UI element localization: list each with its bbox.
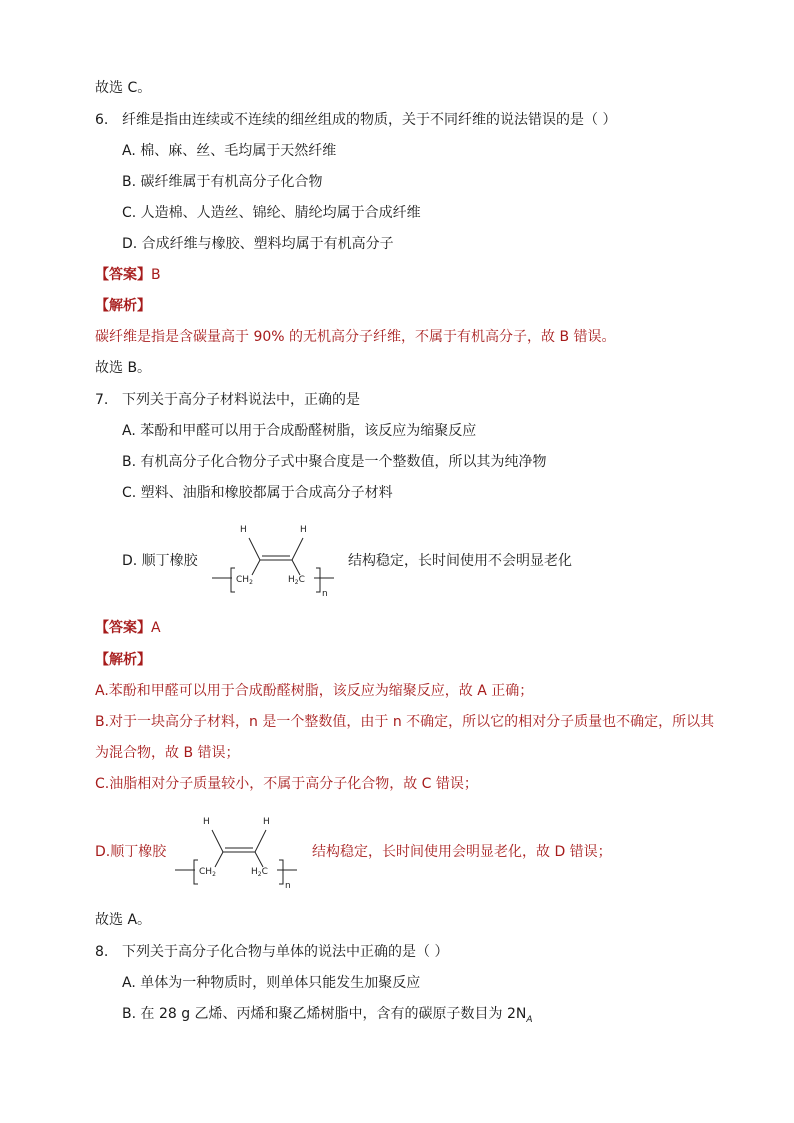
q7-number: 7. [95, 392, 109, 408]
q7-conclusion: 故选 A。 [95, 912, 152, 928]
avogadro-subscript: A [526, 1014, 533, 1025]
n-subscript: n [322, 589, 328, 598]
cis-polybutadiene-structure-analysis [173, 810, 303, 894]
q7-option-d-prefix: D. 顺丁橡胶 [122, 553, 198, 569]
q7-option-c: C. 塑料、油脂和橡胶都属于合成高分子材料 [122, 485, 393, 501]
h-label-right: H [300, 525, 307, 535]
q7-analysis-c: C.油脂相对分子质量较小，不属于高分子化合物，故 C 错误； [95, 776, 478, 792]
polymer-structure-diagram [210, 518, 340, 598]
q6-analysis-label: 【解析】 [95, 298, 151, 314]
q7-analysis-d-prefix: D.顺丁橡胶 [95, 844, 167, 860]
q7-analysis-b-cont: 为混合物，故 B 错误； [95, 745, 240, 761]
q7-answer [95, 618, 161, 638]
h2c-label-right: $H_2C$ [251, 867, 268, 878]
h-label-left: H [203, 817, 210, 827]
q7-option-a: A. 苯酚和甲醛可以用于合成酚醛树脂，该反应为缩聚反应 [122, 423, 477, 439]
q8-number: 8. [95, 944, 109, 960]
q6-option-d: D. 合成纤维与橡胶、塑料均属于有机高分子 [122, 236, 394, 252]
h2c-label-right: $H_2C$ [288, 575, 305, 586]
q6-answer [95, 265, 161, 285]
answer-label: 【答案】 [95, 620, 151, 636]
q6-option-c: C. 人造棉、人造丝、锦纶、腈纶均属于合成纤维 [122, 205, 421, 221]
prev-conclusion: 故选 C。 [95, 80, 152, 96]
q8-option-a: A. 单体为一种物质时，则单体只能发生加聚反应 [122, 975, 421, 991]
q6-number: 6. [95, 112, 109, 128]
answer-value: A [151, 620, 161, 636]
q7-analysis-d-suffix: 结构稳定，长时间使用会明显老化，故 D 错误； [312, 844, 612, 860]
q7-option-d-suffix: 结构稳定，长时间使用不会明显老化 [348, 553, 572, 569]
q6-option-b: B. 碳纤维属于有机高分子化合物 [122, 174, 323, 190]
q8-option-b [122, 1004, 533, 1030]
q7-analysis-a: A.苯酚和甲醛可以用于合成酚醛树脂，该反应为缩聚反应，故 A 正确； [95, 683, 534, 699]
q7-stem: 下列关于高分子材料说法中，正确的是 [122, 392, 360, 408]
q7-analysis-b: B.对于一块高分子材料，n 是一个整数值，由于 n 不确定，所以它的相对分子质量也不确定，所以其 [95, 714, 715, 730]
answer-label: 【答案】 [95, 267, 151, 283]
h-label-left: H [240, 525, 247, 535]
q6-conclusion: 故选 B。 [95, 360, 152, 376]
cis-polybutadiene-structure [210, 518, 340, 602]
q6-analysis: 碳纤维是指是含碳量高于 90% 的无机高分子纤维，不属于有机高分子，故 B 错误。 [95, 329, 616, 345]
q8-option-b-text: B. 在 28 g 乙烯、丙烯和聚乙烯树脂中，含有的碳原子数目为 2N [122, 1006, 527, 1022]
ch2-label-left: $CH_2$ [199, 867, 216, 878]
answer-value: B [151, 267, 161, 283]
q7-analysis-label: 【解析】 [95, 652, 151, 668]
polymer-structure-diagram [173, 810, 303, 890]
q7-option-b: B. 有机高分子化合物分子式中聚合度是一个整数值，所以其为纯净物 [122, 454, 547, 470]
q6-stem: 纤维是指由连续或不连续的细丝组成的物质，关于不同纤维的说法错误的是（ ） [122, 112, 617, 128]
h-label-right: H [263, 817, 270, 827]
n-subscript: n [285, 881, 291, 890]
ch2-label-left: $CH_2$ [236, 575, 253, 586]
q8-stem: 下列关于高分子化合物与单体的说法中正确的是（ ） [122, 944, 449, 960]
q6-option-a: A. 棉、麻、丝、毛均属于天然纤维 [122, 143, 337, 159]
